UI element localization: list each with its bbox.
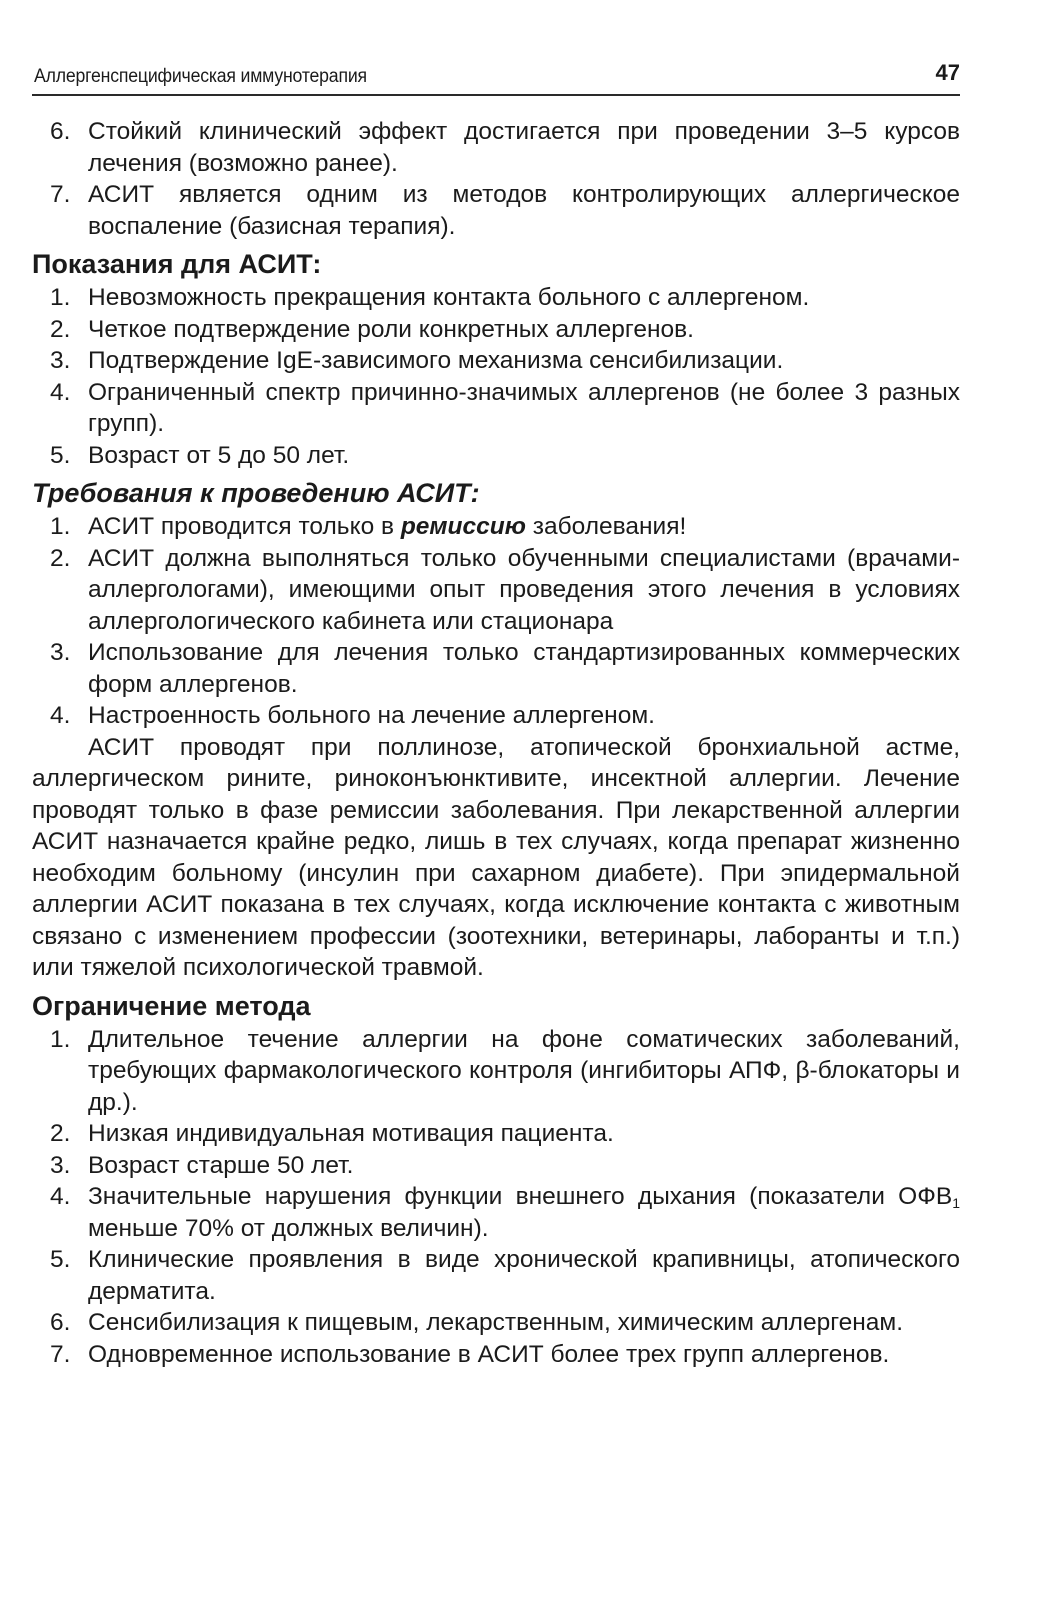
indications-heading: Показания для АСИТ: [32, 249, 322, 279]
continued-list [32, 116, 960, 242]
list-item-number: 3. [50, 639, 71, 666]
list-item [32, 179, 960, 242]
list-item-number: 5. [50, 1246, 71, 1273]
list-item-number: 7. [50, 1340, 71, 1368]
list-item-text: Настроенность больного на лечение аллергеном. [88, 702, 655, 729]
list-item-text: Использование для лечения только стандартизированных коммерческих форм аллергенов. [88, 639, 960, 698]
list-item-number: 2. [50, 544, 71, 572]
list-item [32, 1307, 960, 1339]
list-item-number: 4. [50, 702, 71, 729]
body-paragraph: АСИТ проводят при поллинозе, атопической бронхиальной астме, аллергическом рините, риноконъюнктивите, инсектной аллергии. Лечение проводят только в фазе ремиссии заболевания. При лекарственной аллергии АСИТ назначается крайне редко, лишь в тех случаях, когда препарат жизненно необходим больному (инсулин при сахарном диабете). При эпидермальной аллергии АСИТ показана в тех случаях, когда исключение контакта с животным связано с изменением профессии (зоотехники, ветеринары, лаборанты и т.п.) или тяжелой психологической травмой. [32, 733, 960, 981]
list-item-text: Четкое подтверждение роли конкретных аллергенов. [88, 315, 694, 343]
emphasis-remission: ремиссию [400, 513, 526, 540]
list-item [32, 116, 960, 179]
list-item-number: 2. [50, 315, 71, 343]
list-item [32, 1150, 960, 1182]
list-item-number: 1. [50, 284, 71, 311]
indications-list [32, 282, 960, 471]
limitations-heading: Ограничение метода [32, 990, 311, 1021]
list-item-number: 2. [50, 1120, 71, 1147]
list-item [32, 700, 960, 732]
list-item-number: 6. [50, 1309, 71, 1336]
list-item-text: Стойкий клинический эффект достигается при проведении 3–5 курсов лечения (возможно ранее). [88, 118, 960, 177]
list-item [32, 345, 960, 377]
page-number: 47 [935, 60, 960, 85]
list-item-text-after: заболевания! [525, 513, 687, 540]
list-item-number: 1. [50, 513, 71, 540]
list-item-text: АСИТ должна выполняться только обученными специалистами (врачами-аллергологами), имеющими опыт проведения этого лечения в условиях аллергологического кабинета или стационара [88, 544, 960, 635]
list-item-number: 3. [50, 1151, 71, 1179]
list-item-text-after: меньше 70% от должных величин). [88, 1214, 489, 1242]
list-item-text: Невозможность прекращения контакта больного с аллергеном. [88, 284, 810, 311]
subscript-one: 1 [952, 1195, 960, 1211]
requirements-heading: Требования к проведению АСИТ: [32, 478, 480, 508]
list-item-text: Подтверждение IgE-зависимого механизма сенсибилизации. [88, 347, 784, 374]
list-item-text: АСИТ является одним из методов контролирующих аллергическое воспаление (базисная терапия). [88, 181, 960, 240]
list-item-text: Сенсибилизация к пищевым, лекарственным, химическим аллергенам. [88, 1309, 904, 1336]
list-item-number: 1. [50, 1025, 71, 1053]
list-item-text-before: Значительные нарушения функции внешнего дыхания (показатели ОФВ [88, 1183, 953, 1210]
list-item [32, 1244, 960, 1307]
list-item-text: Длительное течение аллергии на фоне соматических заболеваний, требующих фармакологического контроля (ингибиторы АПФ, β-блокаторы и др.). [88, 1025, 960, 1116]
list-item [32, 637, 960, 700]
running-header [32, 56, 960, 96]
list-item [32, 1024, 960, 1119]
list-item-number: 6. [50, 118, 71, 145]
list-item-number: 4. [50, 1183, 71, 1210]
list-item [32, 543, 960, 638]
list-item [32, 440, 960, 472]
running-title: Аллергенспецифическая иммунотерапия [34, 66, 367, 87]
list-item-text: Одновременное использование в АСИТ более трех групп аллергенов. [88, 1340, 890, 1368]
list-item [32, 282, 960, 314]
limitations-list [32, 1024, 960, 1371]
list-item-number: 7. [50, 181, 71, 208]
page-content [32, 116, 960, 1370]
list-item [32, 1181, 960, 1244]
list-item [32, 511, 960, 543]
list-item-number: 4. [50, 378, 71, 406]
list-item [32, 1118, 960, 1150]
requirements-list [32, 511, 960, 732]
list-item-number: 5. [50, 441, 71, 469]
list-item-text: Возраст старше 50 лет. [88, 1151, 354, 1179]
list-item-text: Низкая индивидуальная мотивация пациента. [88, 1120, 614, 1147]
list-item [32, 314, 960, 346]
list-item [32, 377, 960, 440]
list-item-number: 3. [50, 347, 71, 374]
list-item-text: Возраст от 5 до 50 лет. [88, 441, 350, 469]
list-item-text: Клинические проявления в виде хронической крапивницы, атопического дерматита. [88, 1246, 960, 1305]
list-item [32, 1339, 960, 1371]
list-item-text-before: АСИТ проводится только в [88, 513, 401, 540]
list-item-text: Ограниченный спектр причинно-значимых аллергенов (не более 3 разных групп). [88, 378, 960, 437]
